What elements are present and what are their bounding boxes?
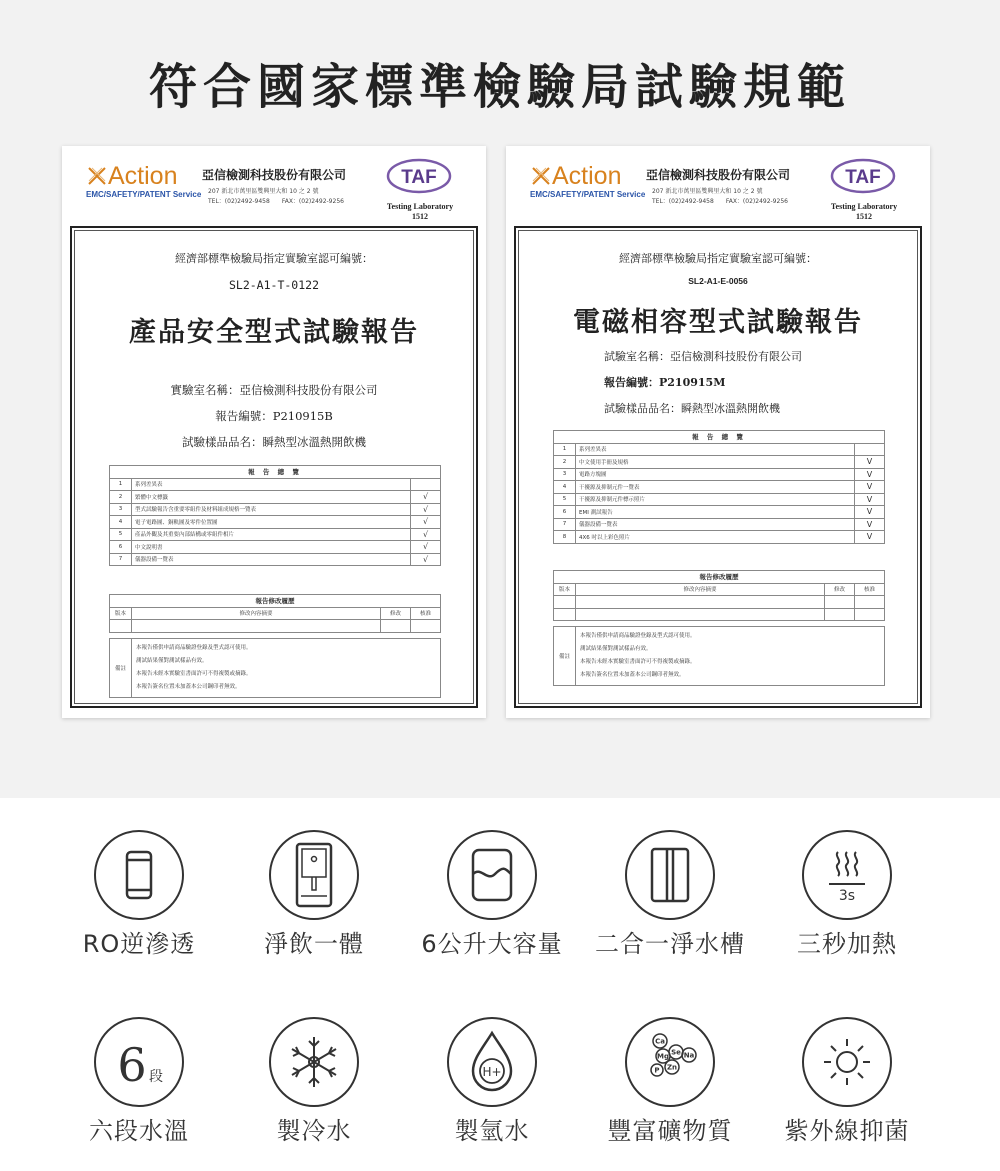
company-name: 亞信檢測科技股份有限公司: [646, 168, 791, 182]
taf-caption: Testing Laboratory 1512: [830, 202, 898, 221]
heat-waves-icon: [804, 832, 890, 918]
table-row: 5 產品外觀及其重要內部結構或零組件相片 √: [110, 528, 441, 541]
table-row: 1 系列差異表: [554, 443, 885, 456]
table-row: 3 電路方塊圖 V: [554, 468, 885, 481]
svg-text:TAF: TAF: [401, 167, 437, 188]
taf-caption: Testing Laboratory 1512: [386, 202, 454, 221]
six-stage-icon: [96, 1019, 182, 1105]
action-logo: Action EMC/SAFETY/PATENT Service: [530, 162, 646, 199]
svg-text:段: 段: [149, 1069, 163, 1085]
table-row: 2 繁體中文標籤 √: [110, 491, 441, 504]
table-row: 4 干擾源及抑制元件一覽表 V: [554, 481, 885, 494]
company-address: 207 新北市萬里區雙興里大和 10 之 2 號: [208, 188, 319, 195]
company-address: 207 新北市萬里區雙興里大和 10 之 2 號: [652, 188, 763, 195]
accreditation-line: 經濟部標準檢驗局指定實驗室認可編號：: [175, 252, 373, 265]
report-letterhead: [506, 146, 930, 222]
water-tank-icon: [449, 832, 535, 918]
hydrogen-drop-icon: [449, 1019, 535, 1105]
svg-text:Na: Na: [683, 1051, 695, 1060]
svg-text:H+: H+: [482, 1065, 502, 1079]
report-title: 產品安全型式試驗報告: [129, 317, 419, 348]
x-mark-icon: [86, 165, 108, 187]
table-row: 5 干擾源及抑制元件標示照片 V: [554, 493, 885, 506]
report-frame: [70, 226, 478, 708]
report-letterhead: [62, 146, 486, 222]
safety-test-report: [62, 146, 486, 718]
table-row: 6 中文說明書 √: [110, 541, 441, 554]
table-row: 7 儀器設備一覽表 V: [554, 518, 885, 531]
svg-text:6: 6: [117, 1038, 147, 1092]
table-row: 1 系列差異表: [110, 478, 441, 491]
minerals-icon: [627, 1019, 713, 1105]
snowflake-icon: [271, 1019, 357, 1105]
report-number: 報告編號：P210915B: [215, 409, 333, 423]
company-name: 亞信檢測科技股份有限公司: [202, 168, 347, 182]
svg-text:3s: 3s: [838, 888, 856, 904]
page-title: 符合國家標準檢驗局試驗規範: [148, 59, 851, 115]
taf-logo-icon: [830, 158, 896, 194]
lab-name: 試驗室名稱：亞信檢測科技股份有限公司: [604, 350, 802, 363]
report-frame: [514, 226, 922, 708]
revision-table: 報告修改履歷 版本 修改內容摘要 修改 核准: [109, 594, 441, 633]
svg-text:P: P: [654, 1066, 660, 1075]
sun-uv-icon: [804, 1019, 890, 1105]
taf-logo-icon: [386, 158, 452, 194]
report-number: 報告編號：P210915M: [604, 376, 726, 389]
dual-tank-icon: [627, 832, 713, 918]
table-row: 7 儀器設備一覽表 √: [110, 553, 441, 566]
svg-text:Se: Se: [671, 1048, 681, 1057]
emc-test-report: [506, 146, 930, 718]
report-title: 電磁相容型式試驗報告: [573, 307, 863, 338]
svg-text:Ca: Ca: [655, 1037, 665, 1046]
accreditation-code: SL2-A1-T-0122: [228, 278, 319, 292]
svg-text:Mg: Mg: [657, 1052, 669, 1061]
action-logo: Action EMC/SAFETY/PATENT Service: [86, 162, 202, 199]
table-row: 6 EMI 測試報告 V: [554, 506, 885, 519]
company-phone: TEL：(02)2492-9458 FAX：(02)2492-9256: [652, 198, 788, 205]
remarks-table: 備註 本報告僅供申請商品驗證登錄及型式認可使用。 測試結果僅對測試樣品有效。 本報告未經本實驗室書面許可不得複製或摘錄。 本報告簽名位置未加蓋本公司鋼印者無效。: [553, 626, 885, 686]
summary-table: 報 告 總 覽 1 系列差異表 2 中文使用手冊及規格 V 3 電路方塊圖 V 4 干擾源及抑制元件一覽表 V 5 干擾源及抑制元件標示照片 V 6 EMI 測試報告 V 7 儀器設備一覽表 V 8 4X6 吋以上彩色照片 V: [553, 430, 885, 544]
svg-text:TAF: TAF: [845, 167, 881, 188]
lab-name: 實驗室名稱：亞信檢測科技股份有限公司: [170, 383, 378, 397]
ro-filter-icon: [96, 832, 182, 918]
table-row: 3 型式試驗報告含重要零組件及材料組成規格一覽表 √: [110, 503, 441, 516]
sample-name: 試驗樣品品名：瞬熱型冰溫熱開飲機: [604, 402, 780, 415]
x-mark-icon: [530, 165, 552, 187]
table-row: 4 電子電路圖、銅軌圖及零件位置圖 √: [110, 516, 441, 529]
company-phone: TEL：(02)2492-9458 FAX：(02)2492-9256: [208, 198, 344, 205]
sample-name: 試驗樣品品名：瞬熱型冰溫熱開飲機: [182, 435, 366, 449]
table-row: 8 4X6 吋以上彩色照片 V: [554, 531, 885, 544]
accreditation-line: 經濟部標準檢驗局指定實驗室認可編號：: [619, 252, 817, 265]
table-row: 2 中文使用手冊及規格 V: [554, 456, 885, 469]
svg-text:Zn: Zn: [666, 1063, 678, 1072]
water-dispenser-icon: [271, 832, 357, 918]
summary-table: 報 告 總 覽 1 系列差異表 2 繁體中文標籤 √ 3 型式試驗報告含重要零組件及材料組成規格一覽表 √ 4 電子電路圖、銅軌圖及零件位置圖 √ 5 產品外觀及其重要內部結構或零組件相片 √ 6 中文說明書 √ 7 儀器設備一覽表 √: [109, 465, 441, 566]
revision-table: 報告修改履歷 版本 修改內容摘要 修改 核准: [553, 570, 885, 621]
remarks-table: 備註 本報告僅供申請商品驗證登錄及型式認可使用。 測試結果僅對測試樣品有效。 本報告未經本實驗室書面許可不得複製或摘錄。 本報告簽名位置未加蓋本公司鋼印者無效。: [109, 638, 441, 698]
accreditation-code: SL2-A1-E-0056: [688, 276, 748, 286]
